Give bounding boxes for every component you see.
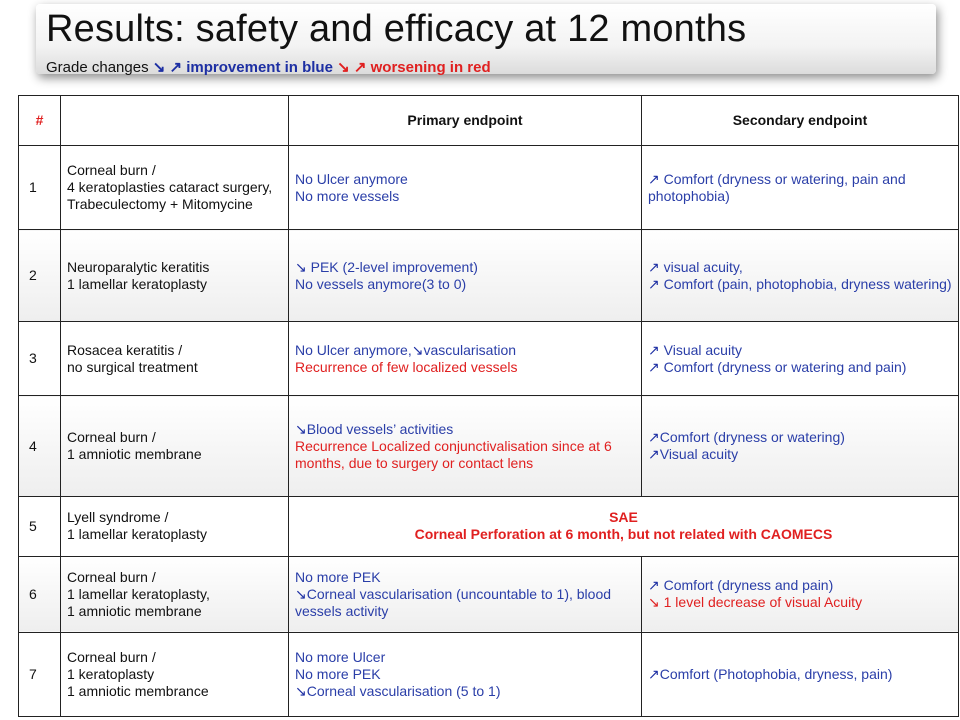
case-cell (61, 322, 289, 396)
row-number: 1 (19, 146, 61, 230)
endpoint-line (295, 171, 635, 188)
endpoint-line (648, 259, 952, 276)
endpoint-text: Comfort (dryness and pain) (659, 577, 834, 594)
arrow-up-icon: ↗ (648, 170, 660, 187)
arrow-down-icon: ↘ (295, 420, 307, 437)
arrow-down-icon: ↘ (337, 59, 350, 76)
endpoint-line (295, 649, 635, 666)
case-cell (61, 632, 289, 716)
arrow-up-icon: ↗ (648, 577, 660, 594)
endpoint-text: Comfort (dryness or watering) (659, 429, 845, 445)
arrow-up-icon: ↗ (648, 358, 660, 375)
secondary-endpoint-cell (642, 556, 959, 632)
arrow-up-icon: ↗ (169, 59, 183, 76)
arrow-up-icon: ↗ (353, 59, 367, 76)
primary-endpoint-cell (289, 632, 642, 716)
endpoint-line (295, 438, 635, 472)
sae-label: SAE (609, 509, 638, 526)
case-cell (61, 146, 289, 230)
arrow-up-icon: ↗ (648, 446, 660, 462)
row-number: 6 (19, 556, 61, 632)
endpoint-line (295, 666, 635, 683)
case-line: no surgical treatment (67, 358, 198, 375)
arrow-down-icon: ↘ (295, 682, 307, 699)
arrow-down-icon: ↘ (411, 341, 424, 358)
endpoint-text: Recurrence of few localized vessels (295, 358, 518, 375)
endpoint-text: Visual acuity (659, 341, 742, 358)
case-cell (61, 230, 289, 322)
case-line: Rosacea keratitis / (67, 341, 183, 358)
case-line: Corneal burn / (67, 162, 156, 179)
sae-cell (289, 496, 959, 556)
primary-endpoint-cell (289, 556, 642, 632)
row-number: 5 (19, 496, 61, 556)
table-row (19, 230, 959, 322)
endpoint-text: Recurrence Localized conjunctivalisation since at 6 months, due to surgery or contact lens (295, 437, 612, 471)
arrow-up-icon: ↗ (648, 665, 660, 682)
case-line: 1 keratoplasty (67, 665, 155, 682)
arrow-up-icon: ↗ (648, 341, 660, 358)
endpoint-line (648, 342, 952, 359)
secondary-endpoint-cell (642, 632, 959, 716)
endpoint-text: Comfort (pain, photophobia, dryness watering) (659, 275, 952, 292)
secondary-endpoint-cell (642, 396, 959, 496)
endpoint-line (295, 359, 635, 376)
endpoint-text: No vessels anymore(3 to 0) (295, 275, 467, 292)
endpoint-line (295, 586, 635, 620)
endpoint-line (648, 446, 952, 463)
endpoint-text: Blood vessels’ activities (306, 420, 454, 437)
case-line: Corneal burn / (67, 429, 156, 445)
endpoint-line (648, 666, 952, 683)
table-row (19, 496, 959, 556)
endpoint-line (648, 577, 952, 594)
endpoint-text: vascularisation (423, 341, 517, 358)
case-line: 4 keratoplasties cataract surgery, Trabeculectomy + Mitomycine (67, 179, 273, 213)
endpoint-line (648, 276, 952, 293)
endpoint-text: No more PEK (295, 568, 381, 585)
primary-endpoint-cell (289, 322, 642, 396)
primary-endpoint-cell (289, 230, 642, 322)
endpoint-text: Corneal vascularisation (5 to 1) (306, 682, 501, 699)
header-case (61, 96, 289, 146)
table-row (19, 322, 959, 396)
arrow-down-icon: ↘ (295, 258, 307, 275)
primary-endpoint-cell (289, 146, 642, 230)
case-cell (61, 496, 289, 556)
arrow-up-icon: ↗ (648, 275, 660, 292)
endpoint-line (295, 276, 635, 293)
endpoint-text: No Ulcer anymore (295, 170, 408, 187)
table-header-row (19, 96, 959, 146)
row-number: 2 (19, 230, 61, 322)
table-row (19, 632, 959, 716)
endpoint-line (648, 171, 952, 205)
endpoint-line (295, 683, 635, 700)
case-line: 1 lamellar keratoplasty (67, 526, 208, 543)
case-line: Corneal burn / (67, 648, 156, 665)
endpoint-text: visual acuity, (659, 258, 743, 275)
case-line: 1 amniotic membrane (67, 446, 202, 462)
row-number: 7 (19, 632, 61, 716)
subtitle (46, 58, 491, 76)
endpoint-text: No Ulcer anymore, (295, 341, 412, 358)
endpoint-line (295, 421, 635, 438)
endpoint-text: Comfort (dryness or watering, pain and photophobia) (648, 170, 906, 204)
secondary-endpoint-cell (642, 230, 959, 322)
endpoint-text: Corneal vascularisation (uncountable to 1), blood vessels activity (295, 585, 612, 619)
endpoint-text: PEK (2-level improvement) (306, 258, 478, 275)
endpoint-text: No more vessels (295, 187, 400, 204)
endpoint-text: No more Ulcer (295, 648, 386, 665)
title-bar (36, 4, 936, 74)
endpoint-text: Comfort (Photophobia, dryness, pain) (659, 665, 893, 682)
header-num: # (19, 96, 61, 146)
case-line: Corneal burn / (67, 568, 156, 585)
endpoint-text: No more PEK (295, 665, 381, 682)
arrow-down-icon: ↘ (648, 594, 660, 611)
endpoint-line (648, 429, 952, 446)
sae-description: Corneal Perforation at 6 month, but not related with CAOMECS (414, 526, 833, 543)
table-body (19, 146, 959, 717)
endpoint-text: Visual acuity (659, 446, 739, 462)
row-number: 3 (19, 322, 61, 396)
endpoint-line (295, 569, 635, 586)
header-secondary: Secondary endpoint (642, 96, 959, 146)
case-line: Neuroparalytic keratitis (67, 258, 210, 275)
endpoint-line (295, 342, 635, 359)
row-number: 4 (19, 396, 61, 496)
arrow-up-icon: ↗ (648, 258, 660, 275)
arrow-down-icon: ↘ (295, 585, 307, 602)
subtitle-improvement: improvement in blue (186, 59, 333, 76)
endpoint-line (295, 259, 635, 276)
primary-endpoint-cell (289, 396, 642, 496)
endpoint-line (648, 359, 952, 376)
secondary-endpoint-cell (642, 322, 959, 396)
case-line: Lyell syndrome / (67, 509, 169, 526)
case-cell (61, 556, 289, 632)
arrow-down-icon: ↘ (152, 59, 166, 76)
case-line: 1 lamellar keratoplasty, (67, 585, 210, 602)
case-cell (61, 396, 289, 496)
table-row (19, 146, 959, 230)
table-row (19, 556, 959, 632)
page-title: Results: safety and efficacy at 12 months (46, 8, 747, 50)
endpoint-text: 1 level decrease of visual Acuity (659, 594, 863, 611)
subtitle-worsening: worsening in red (370, 59, 491, 76)
endpoint-line (648, 594, 952, 611)
subtitle-prefix: Grade changes (46, 59, 149, 76)
table-row (19, 396, 959, 496)
endpoint-line (295, 188, 635, 205)
secondary-endpoint-cell (642, 146, 959, 230)
case-line: 1 lamellar keratoplasty (67, 275, 208, 292)
results-table (18, 95, 959, 717)
arrow-up-icon: ↗ (648, 429, 660, 445)
case-line: 1 amniotic membrane (67, 602, 202, 619)
endpoint-text: Comfort (dryness or watering and pain) (659, 358, 907, 375)
case-line: 1 amniotic membrance (67, 682, 209, 699)
header-primary: Primary endpoint (289, 96, 642, 146)
